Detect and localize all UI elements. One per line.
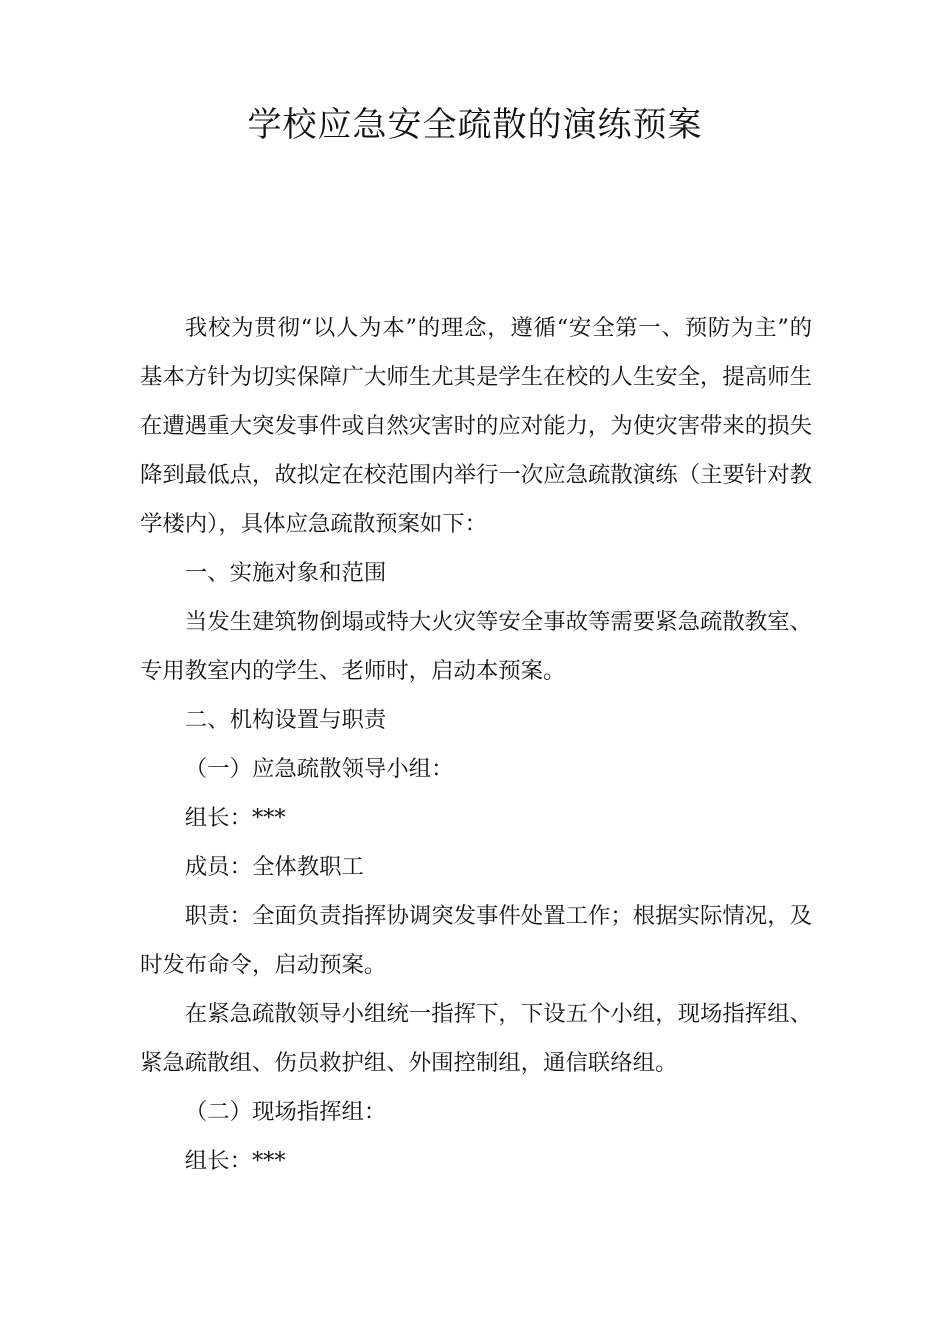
scope-paragraph: 当发生建筑物倒塌或特大火灾等安全事故等需要紧急疏散教室、专用教室内的学生、老师时，启动本预案。: [140, 609, 812, 684]
document-body: [140, 304, 812, 1186]
leader-line: 组长：***: [184, 805, 286, 831]
intro-paragraph: 我校为贯彻“以人为本”的理念，遵循“安全第一、预防为主”的基本方针为切实保障广大师生尤其是学生在校的人生安全，提高师生在遭遇重大突发事件或自然灾害时的应对能力，为使灾害带来的损失降到最低点，故拟定在校范围内举行一次应急疏散演练（主要针对教学楼内），具体应急疏散预案如下：: [140, 315, 812, 537]
section-heading-organization: 二、机构设置与职责: [184, 707, 387, 733]
subgroups-paragraph: 在紧急疏散领导小组统一指挥下，下设五个小组，现场指挥组、紧急疏散组、伤员救护组、外围控制组，通信联络组。: [140, 1001, 812, 1076]
duties-paragraph: 职责：全面负责指挥协调突发事件处置工作；根据实际情况，及时发布命令，启动预案。: [140, 903, 812, 978]
section-heading-scope: 一、实施对象和范围: [184, 560, 387, 586]
members-line: 成员：全体教职工: [184, 854, 364, 880]
command-leader-line: 组长：***: [184, 1148, 286, 1174]
subsection-heading-command: （二）现场指挥组：: [184, 1099, 387, 1125]
subsection-heading-leadership: （一）应急疏散领导小组：: [184, 756, 454, 782]
document-title: 学校应急安全疏散的演练预案: [247, 105, 703, 145]
